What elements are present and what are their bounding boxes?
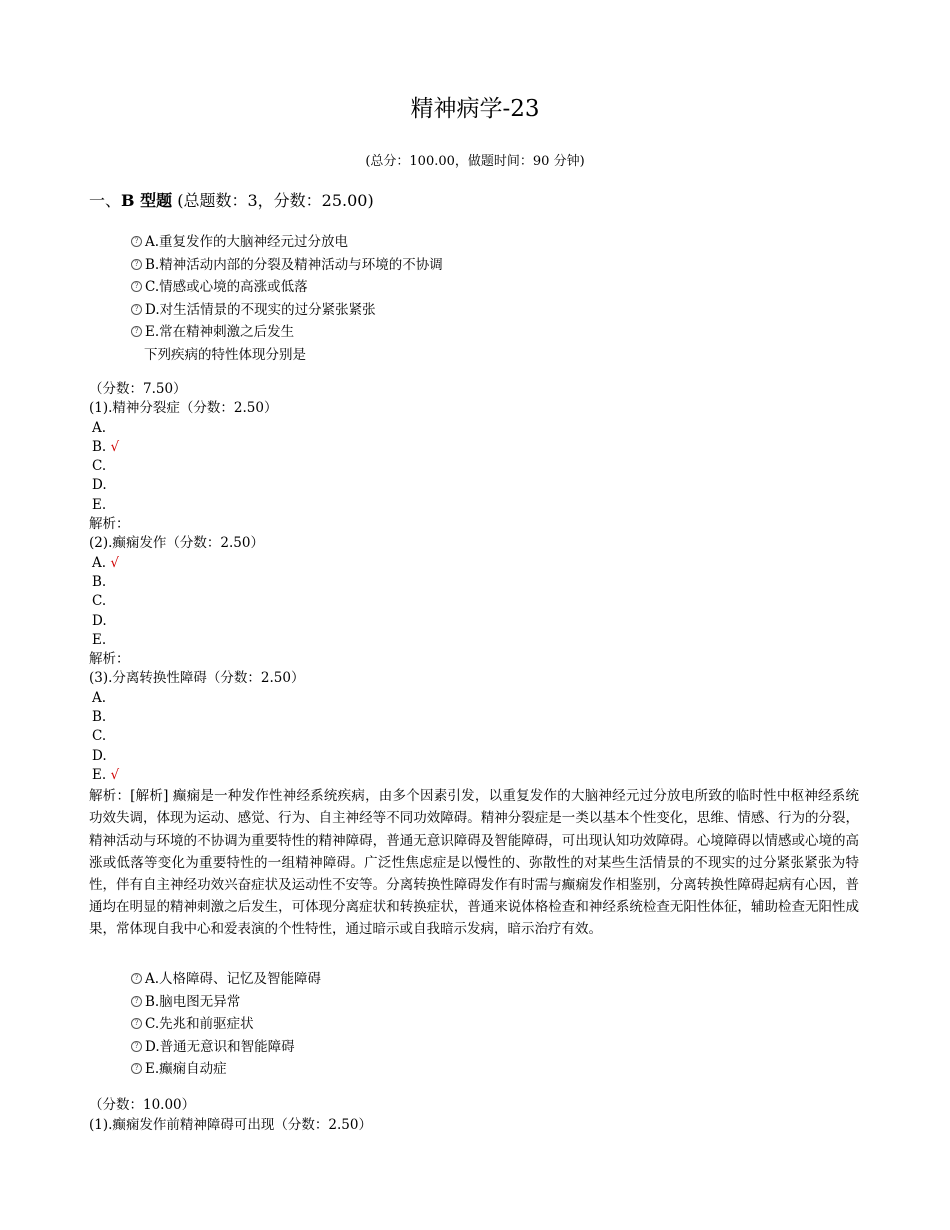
answer-b: B. √ [92,438,120,455]
answer-c: C. [92,458,107,475]
radio-icon[interactable]: ? [131,973,142,984]
radio-icon[interactable]: ? [131,304,142,315]
answer-e: E. [92,496,107,513]
option-list-group1 [131,231,443,366]
option-a[interactable]: ? A.人格障碍、记忆及智能障碍 [131,968,321,991]
section-number: 一、 [89,191,122,210]
question-title: (2).癫痫发作（分数：2.50） [89,535,264,552]
answer-d: D. [92,612,107,629]
analysis-label: 解析： [89,516,130,533]
answer-a: A. [92,689,107,706]
option-c[interactable]: ? C.先兆和前驱症状 [131,1013,321,1036]
radio-icon[interactable]: ? [131,259,142,270]
radio-icon[interactable]: ? [131,326,142,337]
option-a[interactable]: ? A.重复发作的大脑神经元过分放电 [131,231,443,254]
radio-icon[interactable]: ? [131,996,142,1007]
page-title: 精神病学-23 [410,96,540,122]
answer-a: A. [92,419,107,436]
answer-c: C. [92,593,107,610]
option-d[interactable]: ? D.对生活情景的不现实的过分紧张紧张 [131,299,443,322]
option-e[interactable]: ? E.癫痫自动症 [131,1058,321,1081]
option-b[interactable]: ? B.精神活动内部的分裂及精神活动与环境的不协调 [131,254,443,277]
question-stem: 下列疾病的特性体现分别是 [144,346,306,363]
option-c[interactable]: ? C.情感或心境的高涨或低落 [131,276,443,299]
option-list-group2 [131,968,321,1081]
question-title: (3).分离转换性障碍（分数：2.50） [89,670,305,687]
radio-icon[interactable]: ? [131,236,142,247]
question-group2 [89,1094,372,1135]
option-e[interactable]: ? E.常在精神刺激之后发生 [131,321,443,344]
exam-info: (总分：100.00，做题时间：90 分钟) [365,154,585,169]
correct-mark: √ [110,766,120,783]
radio-icon[interactable]: ? [131,1018,142,1029]
answer-d: D. [92,477,107,494]
radio-icon[interactable]: ? [131,281,142,292]
answer-e: E. [92,631,107,648]
section-name: B 型题 [121,191,173,210]
radio-icon[interactable]: ? [131,1041,142,1052]
group-score: （分数：7.50） [89,381,187,397]
group-score: （分数：10.00） [89,1097,196,1113]
answer-c: C. [92,728,107,745]
radio-icon[interactable]: ? [131,1063,142,1074]
answer-b: B. [92,709,107,726]
answer-b: B. [92,573,107,590]
correct-mark: √ [110,438,120,455]
answer-e: E. √ [92,766,120,783]
option-b[interactable]: ? B.脑电图无异常 [131,991,321,1014]
question-title: (1).精神分裂症（分数：2.50） [89,400,278,417]
analysis-label: 解析： [89,651,130,668]
analysis-text: 解析：[解析] 癫痫是一种发作性神经系统疾病，由多个因素引发，以重复发作的大脑神经元过分放电所致的临时性中枢神经系统功效失调，体现为运动、感觉、行为、自主神经等不同功效障碍。精神分裂症是一类以基本个性变化，思维、情感、行为的分裂，精神活动与环境的不协调为重要特性的精神障碍，普通无意识障碍及智能障碍，可出现认知功效障碍。心境障碍以情感或心境的高涨或低落等变化为重要特性的一组精神障碍。广泛性焦虑症是以慢性的、弥散性的对某些生活情景的不现实的过分紧张紧张为特性，伴有自主神经功效兴奋症状及运动性不安等。分离转换性障碍发作有时需与癫痫发作相鉴别，分离转换性障碍起病有心因，普通均在明显的精神刺激之后发生，可体现分离症状和转换症状，普通来说体格检查和神经系统检查无阳性体征，辅助检查无阳性成果，常体现自我中心和爱表演的个性特性，通过暗示或自我暗示发病，暗示治疗有效。 [89,788,859,938]
answer-d: D. [92,747,107,764]
section-info: (总题数：3，分数：25.00) [177,191,374,210]
option-d[interactable]: ? D.普通无意识和智能障碍 [131,1036,321,1059]
correct-mark: √ [110,554,119,571]
answer-a: A. √ [92,554,119,571]
question-title: (1).癫痫发作前精神障碍可出现（分数：2.50） [89,1117,372,1133]
section-heading [89,188,374,211]
question-group1 [89,380,859,941]
